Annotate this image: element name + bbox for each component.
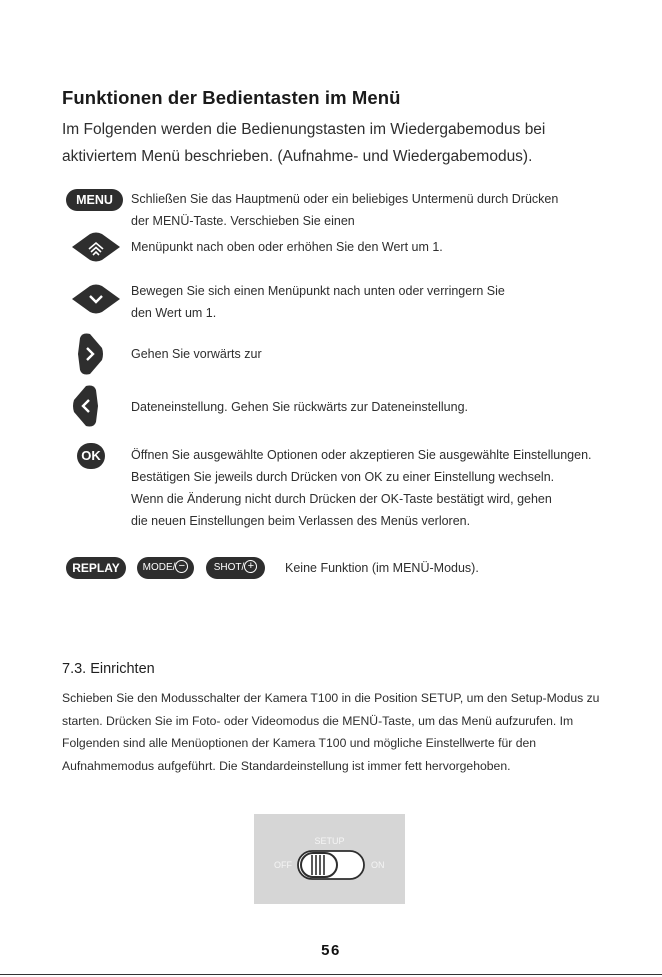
replay-button-label: REPLAY xyxy=(72,561,120,575)
ok-button xyxy=(77,443,105,469)
page-heading: Funktionen der Bedientasten im Menü xyxy=(62,87,401,108)
ok-description-line-3: Wenn die Änderung nicht durch Drücken der OK-Taste bestätigt wird, gehen xyxy=(131,492,552,506)
mode-button-label: MODE/ xyxy=(142,562,176,573)
mode-button xyxy=(137,557,194,579)
menu-button-label: MENU xyxy=(76,193,113,207)
setup-switch-illustration xyxy=(254,814,405,904)
down-description-line-1: Bewegen Sie sich einen Menüpunkt nach unten oder verringern Sie xyxy=(131,284,505,298)
ok-description-line-1: Öffnen Sie ausgewählte Optionen oder akzeptieren Sie ausgewählte Einstellungen. xyxy=(131,448,592,462)
on-label: ON xyxy=(371,860,385,870)
ok-button-label: OK xyxy=(81,448,101,463)
menu-button xyxy=(66,189,123,211)
ok-description xyxy=(131,444,656,532)
menu-description-line-2: der MENÜ-Taste. Verschieben Sie einen xyxy=(131,214,355,228)
minus-circle-icon: − xyxy=(175,560,188,573)
ok-description-line-4: die neuen Einstellungen beim Verlassen des Menüs verloren. xyxy=(131,514,471,528)
intro-text: Im Folgenden werden die Bedienungstasten im Wiedergabemodus bei aktiviertem Menü beschrieben. (Aufnahme- und Wiedergabemodus). xyxy=(62,121,546,165)
bottom-rule xyxy=(0,974,662,975)
no-function-text: Keine Funktion (im MENÜ-Modus). xyxy=(285,561,479,575)
down-description-line-2: den Wert um 1. xyxy=(131,306,217,320)
up-arrow-icon xyxy=(70,232,122,262)
right-arrow-icon xyxy=(76,332,104,376)
replay-button xyxy=(66,557,126,579)
down-description xyxy=(131,280,651,324)
section-paragraph: Schieben Sie den Modusschalter der Kamera T100 in die Position SETUP, um den Setup-Modus zu starten. Drücken Sie im Foto- oder Videomodus die MENÜ-Taste, um das Menü aufzurufen. Im Folgenden sind alle Menüoptionen der Kamera T100 und mögliche Einstellwerte für den Aufnahmemodus aufgeführt. Die Standardeinstellung ist immer fett hervorgehoben. xyxy=(62,691,600,773)
plus-circle-icon: + xyxy=(244,560,257,573)
right-description: Gehen Sie vorwärts zur xyxy=(131,347,262,361)
up-description: Menüpunkt nach oben oder erhöhen Sie den Wert um 1. xyxy=(131,240,443,254)
left-description: Dateneinstellung. Gehen Sie rückwärts zur Dateneinstellung. xyxy=(131,400,468,414)
page-number: 56 xyxy=(321,942,341,959)
ok-description-line-2: Bestätigen Sie jeweils durch Drücken von OK zu einer Einstellung wechseln. xyxy=(131,470,555,484)
slide-switch-icon xyxy=(297,850,365,880)
shot-button xyxy=(206,557,265,579)
setup-label: SETUP xyxy=(314,836,345,846)
down-arrow-icon xyxy=(70,284,122,314)
menu-description-line-1: Schließen Sie das Hauptmenü oder ein beliebiges Untermenü durch Drücken xyxy=(131,192,559,206)
menu-description xyxy=(131,188,651,232)
shot-button-label: SHOT/ xyxy=(213,562,245,573)
section-title: 7.3. Einrichten xyxy=(62,661,155,677)
left-arrow-icon xyxy=(72,384,100,428)
off-label: OFF xyxy=(274,860,292,870)
